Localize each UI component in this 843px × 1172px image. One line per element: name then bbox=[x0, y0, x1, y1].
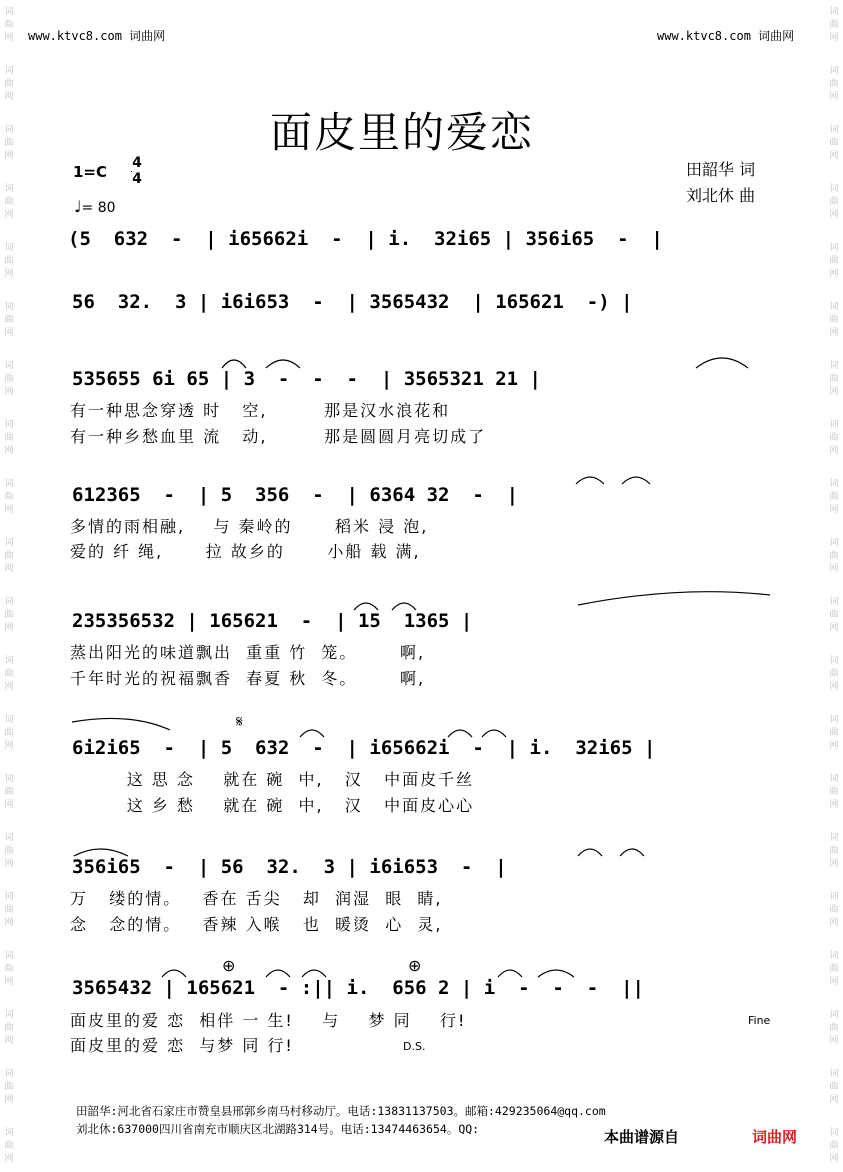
side-watermark-char: 网 bbox=[829, 151, 839, 161]
side-watermark-char: 网 bbox=[829, 33, 839, 43]
brand-logo-text: 词曲网 bbox=[752, 1128, 798, 1146]
side-watermark-char: 词 bbox=[4, 243, 14, 253]
system-4-lyrics-verse-1: 多情的雨相融, 与 秦岭的 稻米 浸 泡, bbox=[70, 517, 429, 536]
side-watermark-char: 曲 bbox=[829, 79, 839, 89]
side-watermark-char: 词 bbox=[4, 892, 14, 902]
footer-contact-composer: 刘北休:637000四川省南充市顺庆区北湖路314号。电话:13474463654。QQ: bbox=[76, 1122, 480, 1136]
side-watermark-char: 网 bbox=[829, 1036, 839, 1046]
side-watermark-char: 网 bbox=[829, 800, 839, 810]
side-watermark-char: 曲 bbox=[829, 374, 839, 384]
side-watermark-char: 词 bbox=[829, 833, 839, 843]
side-watermark-char: 词 bbox=[829, 479, 839, 489]
system-7-lyrics-verse-2: 念 念的情。 香辣 入喉 也 暖烫 心 灵, bbox=[70, 915, 443, 934]
side-watermark-char: 网 bbox=[4, 505, 14, 515]
side-watermark-char: 网 bbox=[4, 328, 14, 338]
system-6-notes: 6i2i65 - | 5 632 - | i65662i - | i. 32i65 | bbox=[72, 737, 656, 759]
side-watermark-char: 网 bbox=[4, 1095, 14, 1105]
side-watermark-char: 曲 bbox=[4, 1023, 14, 1033]
side-watermark-char: 网 bbox=[4, 151, 14, 161]
system-7-notes: 356i65 - | 56 32. 3 | i6i653 - | bbox=[72, 856, 507, 878]
side-watermark-char: 词 bbox=[829, 892, 839, 902]
side-watermark-char: 网 bbox=[829, 269, 839, 279]
side-watermark-char: 曲 bbox=[4, 787, 14, 797]
side-watermark-char: 曲 bbox=[4, 1141, 14, 1151]
side-watermark-char: 曲 bbox=[829, 610, 839, 620]
side-watermark-char: 曲 bbox=[829, 1141, 839, 1151]
side-watermark-char: 网 bbox=[4, 1036, 14, 1046]
side-watermark-char: 曲 bbox=[829, 905, 839, 915]
side-watermark-char: 曲 bbox=[4, 433, 14, 443]
site-watermark-left: www.ktvc8.com 词曲网 bbox=[28, 29, 166, 43]
side-watermark-char: 网 bbox=[829, 387, 839, 397]
system-1-notes: (5 632 - | i65662i - | i. 32i65 | 356i65 - | bbox=[68, 228, 663, 250]
side-watermark-char: 网 bbox=[829, 210, 839, 220]
side-watermark-char: 词 bbox=[4, 538, 14, 548]
footer-contact-lyricist: 田韶华:河北省石家庄市赞皇县邢郭乡南马村移动厅。电话:13831137503。邮箱:429235064@qq.com bbox=[76, 1104, 606, 1118]
side-watermark-char: 网 bbox=[4, 1154, 14, 1164]
side-watermark-char: 网 bbox=[829, 977, 839, 987]
composer-credit: 刘北休 曲 bbox=[686, 186, 756, 205]
side-watermark-char: 网 bbox=[4, 977, 14, 987]
side-watermark-char: 网 bbox=[829, 505, 839, 515]
side-watermark-char: 词 bbox=[4, 1010, 14, 1020]
side-watermark-char: 网 bbox=[829, 741, 839, 751]
side-watermark-char: 词 bbox=[829, 597, 839, 607]
side-watermark-char: 网 bbox=[4, 859, 14, 869]
side-watermark-char: 网 bbox=[829, 92, 839, 102]
side-watermark-char: 词 bbox=[4, 715, 14, 725]
side-watermark-char: 网 bbox=[4, 33, 14, 43]
segno-mark: 𝄋 bbox=[236, 712, 243, 731]
side-watermark-char: 曲 bbox=[4, 610, 14, 620]
side-watermark-char: 曲 bbox=[829, 669, 839, 679]
system-4-notes: 612365 - | 5 356 - | 6364 32 - | bbox=[72, 484, 519, 506]
side-watermark-char: 网 bbox=[829, 328, 839, 338]
tempo-value: = 80 bbox=[81, 200, 116, 216]
side-watermark-char: 网 bbox=[4, 800, 14, 810]
side-watermark-char: 网 bbox=[829, 1095, 839, 1105]
side-watermark-char: 词 bbox=[829, 1069, 839, 1079]
side-watermark-char: 曲 bbox=[4, 197, 14, 207]
system-3-lyrics-verse-1: 有一种思念穿透 时 空, 那是汉水浪花和 bbox=[70, 401, 451, 420]
side-watermark-char: 词 bbox=[829, 1128, 839, 1138]
side-watermark-char: 词 bbox=[829, 184, 839, 194]
quarter-note-icon: ♩ bbox=[74, 197, 82, 216]
side-watermark-char: 曲 bbox=[829, 256, 839, 266]
side-watermark-char: 词 bbox=[4, 7, 14, 17]
side-watermark-char: 网 bbox=[829, 682, 839, 692]
system-2-notes: 56 32. 3 | i6i653 - | 3565432 | 165621 -) | bbox=[72, 291, 633, 313]
side-watermark-char: 词 bbox=[4, 597, 14, 607]
side-watermark-char: 曲 bbox=[4, 79, 14, 89]
side-watermark-char: 曲 bbox=[4, 492, 14, 502]
side-watermark-char: 词 bbox=[829, 7, 839, 17]
side-watermark-char: 网 bbox=[4, 623, 14, 633]
side-watermark-char: 网 bbox=[829, 564, 839, 574]
side-watermark-char: 词 bbox=[829, 66, 839, 76]
side-watermark-char: 曲 bbox=[4, 669, 14, 679]
coda-mark-2: ⊕ bbox=[408, 956, 422, 975]
coda-mark-1: ⊕ bbox=[222, 956, 236, 975]
side-watermark-char: 词 bbox=[829, 243, 839, 253]
side-watermark-char: 曲 bbox=[4, 1082, 14, 1092]
side-watermark-char: 曲 bbox=[829, 138, 839, 148]
side-watermark-char: 曲 bbox=[4, 256, 14, 266]
side-watermark-char: 网 bbox=[4, 210, 14, 220]
site-watermark-right: www.ktvc8.com 词曲网 bbox=[657, 29, 795, 43]
side-watermark-char: 曲 bbox=[4, 964, 14, 974]
time-top: 4 bbox=[132, 155, 142, 171]
side-watermark-char: 词 bbox=[4, 361, 14, 371]
system-3-notes: 535655 6i 65 | 3 - - - | 3565321 21 | bbox=[72, 368, 541, 390]
side-watermark-char: 曲 bbox=[4, 728, 14, 738]
side-watermark-char: 词 bbox=[4, 420, 14, 430]
side-watermark-char: 曲 bbox=[829, 492, 839, 502]
fine-mark: Fine bbox=[748, 1014, 771, 1027]
side-watermark-char: 词 bbox=[4, 184, 14, 194]
side-watermark-char: 曲 bbox=[829, 787, 839, 797]
side-watermark-char: 词 bbox=[4, 833, 14, 843]
system-4-lyrics-verse-2: 爱的 纤 绳, 拉 故乡的 小船 载 满, bbox=[70, 542, 421, 561]
side-watermark-char: 词 bbox=[829, 1010, 839, 1020]
side-watermark-char: 曲 bbox=[829, 1023, 839, 1033]
side-watermark-char: 网 bbox=[4, 564, 14, 574]
side-watermark-char: 词 bbox=[829, 538, 839, 548]
side-watermark-char: 网 bbox=[4, 269, 14, 279]
system-5-lyrics-verse-2: 千年时光的祝福飘香 春夏 秋 冬。 啊, bbox=[70, 669, 426, 688]
side-watermark-char: 曲 bbox=[4, 551, 14, 561]
side-watermark-char: 曲 bbox=[4, 138, 14, 148]
side-watermark-char: 曲 bbox=[829, 551, 839, 561]
side-watermark-char: 词 bbox=[4, 1128, 14, 1138]
side-watermark-char: 曲 bbox=[4, 905, 14, 915]
key-signature: 1=C bbox=[73, 163, 108, 181]
side-watermark-char: 曲 bbox=[829, 846, 839, 856]
side-watermark-char: 曲 bbox=[829, 20, 839, 30]
system-6-lyrics-verse-1: 这 思 念 就在 碗 中, 汉 中面皮千丝 bbox=[70, 770, 475, 789]
system-8-lyrics-verse-1: 面皮里的爱 恋 相伴 一 生! 与 梦 同 行! bbox=[70, 1011, 467, 1030]
side-watermark-char: 曲 bbox=[829, 728, 839, 738]
side-watermark-char: 网 bbox=[4, 682, 14, 692]
side-watermark-char: 词 bbox=[4, 951, 14, 961]
side-watermark-char: 曲 bbox=[829, 1082, 839, 1092]
side-watermark-char: 词 bbox=[4, 302, 14, 312]
side-watermark-char: 网 bbox=[4, 741, 14, 751]
side-watermark-char: 词 bbox=[829, 361, 839, 371]
system-3-lyrics-verse-2: 有一种乡愁血里 流 动, 那是圆圆月亮切成了 bbox=[70, 427, 487, 446]
system-8-lyrics-verse-2: 面皮里的爱 恋 与梦 同 行! bbox=[70, 1036, 294, 1055]
side-watermark-char: 曲 bbox=[4, 846, 14, 856]
lyricist-credit: 田韶华 词 bbox=[686, 160, 756, 179]
system-8-notes: 3565432 | 165621 - :|| i. 656 2 | i - - - || bbox=[72, 977, 644, 999]
side-watermark-char: 词 bbox=[4, 656, 14, 666]
side-watermark-char: 曲 bbox=[829, 315, 839, 325]
side-watermark-char: 词 bbox=[4, 125, 14, 135]
side-watermark-char: 曲 bbox=[829, 433, 839, 443]
system-5-notes: 235356532 | 165621 - | 15 1365 | bbox=[72, 610, 473, 632]
side-watermark-char: 曲 bbox=[829, 964, 839, 974]
side-watermark-char: 曲 bbox=[4, 374, 14, 384]
side-watermark-char: 词 bbox=[4, 66, 14, 76]
side-watermark-char: 词 bbox=[829, 715, 839, 725]
side-watermark-char: 词 bbox=[829, 951, 839, 961]
side-watermark-char: 曲 bbox=[829, 197, 839, 207]
side-watermark-char: 曲 bbox=[4, 315, 14, 325]
side-watermark-char: 网 bbox=[4, 918, 14, 928]
song-title: 面皮里的爱恋 bbox=[270, 108, 535, 157]
side-watermark-char: 词 bbox=[4, 479, 14, 489]
side-watermark-char: 曲 bbox=[4, 20, 14, 30]
side-watermark-char: 词 bbox=[829, 656, 839, 666]
side-watermark-char: 词 bbox=[829, 302, 839, 312]
side-watermark-char: 网 bbox=[4, 92, 14, 102]
source-note: 本曲谱源自 bbox=[604, 1128, 680, 1146]
system-7-lyrics-verse-1: 万 缕的情。 香在 舌尖 却 润湿 眼 睛, bbox=[70, 889, 443, 908]
time-bottom: 4 bbox=[132, 171, 142, 187]
side-watermark-char: 网 bbox=[829, 623, 839, 633]
side-watermark-char: 网 bbox=[829, 918, 839, 928]
side-watermark-char: 词 bbox=[829, 420, 839, 430]
system-6-lyrics-verse-2: 这 乡 愁 就在 碗 中, 汉 中面皮心心 bbox=[70, 796, 475, 815]
side-watermark-char: 词 bbox=[4, 1069, 14, 1079]
side-watermark-char: 网 bbox=[4, 446, 14, 456]
side-watermark-char: 网 bbox=[829, 1154, 839, 1164]
side-watermark-char: 词 bbox=[4, 774, 14, 784]
side-watermark-char: 词 bbox=[829, 125, 839, 135]
side-watermark-char: 网 bbox=[829, 446, 839, 456]
side-watermark-char: 网 bbox=[829, 859, 839, 869]
system-5-lyrics-verse-1: 蒸出阳光的味道飘出 重重 竹 笼。 啊, bbox=[70, 643, 426, 662]
side-watermark-char: 词 bbox=[829, 774, 839, 784]
ds-mark: D.S. bbox=[403, 1040, 426, 1053]
side-watermark-char: 网 bbox=[4, 387, 14, 397]
